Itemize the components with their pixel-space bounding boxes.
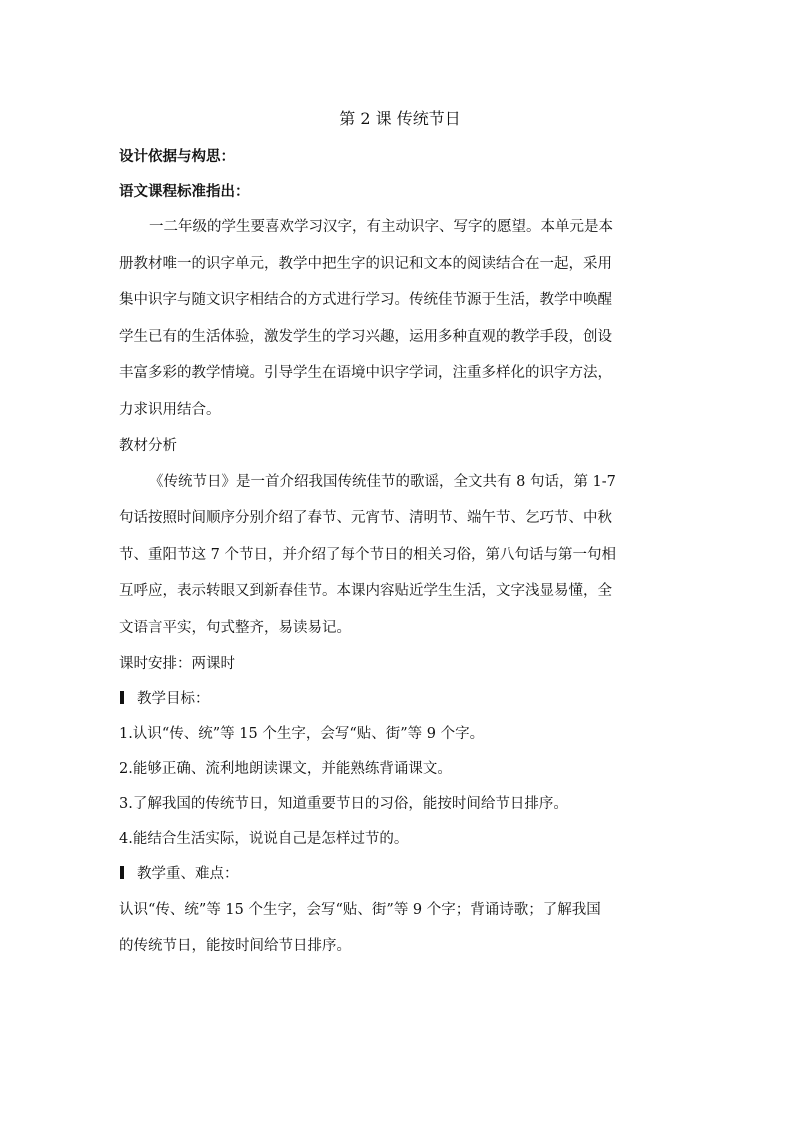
goal-item: 3.了解我国的传统节日，知道重要节日的习俗，能按时间给节日排序。	[119, 795, 568, 812]
document-body	[119, 104, 675, 965]
lesson-title: 第 2 课 传统节日	[339, 109, 461, 128]
goal-item: 4.能结合生活实际，说说自己是怎样过节的。	[119, 830, 409, 847]
intro-paragraph	[119, 209, 675, 429]
analysis-line: 互呼应，表示转眼又到新春佳节。本课内容贴近学生生活，文字浅显易懂，全	[119, 583, 612, 600]
analysis-heading: 教材分析	[119, 437, 177, 454]
goals-heading: 教学目标：	[137, 690, 210, 707]
analysis-line: 文语言平实，句式整齐，易读易记。	[119, 619, 351, 636]
intro-line: 一二年级的学生要喜欢学习汉字，有主动识字、写字的愿望。本单元是本	[149, 219, 613, 235]
analysis-line: 节、重阳节这 7 个节日，并介绍了每个节日的相关习俗，第八句话与第一句相	[119, 546, 616, 563]
key-line: 的传统节日，能按时间给节日排序。	[119, 938, 351, 955]
intro-line: 册教材唯一的识字单元，教学中把生字的识记和文本的阅读结合在一起，采用	[119, 255, 612, 272]
key-line: 认识“传、统”等 15 个生字，会写“贴、街”等 9 个字；背诵诗歌；了解我国	[119, 901, 601, 918]
intro-line: 力求识用结合。	[119, 401, 221, 418]
section-marker-icon	[120, 866, 124, 879]
goal-item: 2.能够正确、流利地朗读课文，并能熟练背诵课文。	[119, 760, 452, 777]
goal-item: 1.认识“传、统”等 15 个生字，会写“贴、街”等 9 个字。	[119, 725, 485, 742]
goals-heading-row	[119, 682, 675, 717]
key-heading: 教学重、难点：	[137, 865, 239, 882]
key-paragraph	[119, 892, 675, 965]
schedule-line: 课时安排：两课时	[119, 655, 235, 672]
section-marker-icon	[120, 691, 124, 704]
intro-line: 学生已有的生活体验，激发学生的学习兴趣，运用多种直观的教学手段，创设	[119, 328, 612, 345]
analysis-line: 句话按照时间顺序分别介绍了春节、元宵节、清明节、端午节、乞巧节、中秋	[119, 510, 612, 527]
analysis-line: 《传统节日》是一首介绍我国传统佳节的歌谣，全文共有 8 句话，第 1-7	[149, 473, 616, 490]
design-heading: 设计依据与构思：	[119, 148, 235, 165]
intro-line: 丰富多彩的教学情境。引导学生在语境中识字学词，注重多样化的识字方法，	[119, 365, 612, 382]
standard-heading: 语文课程标准指出：	[119, 183, 250, 200]
intro-line: 集中识字与随文识字相结合的方式进行学习。传统佳节源于生活，教学中唤醒	[119, 292, 612, 309]
key-heading-row	[119, 857, 675, 892]
analysis-paragraph	[119, 464, 675, 647]
